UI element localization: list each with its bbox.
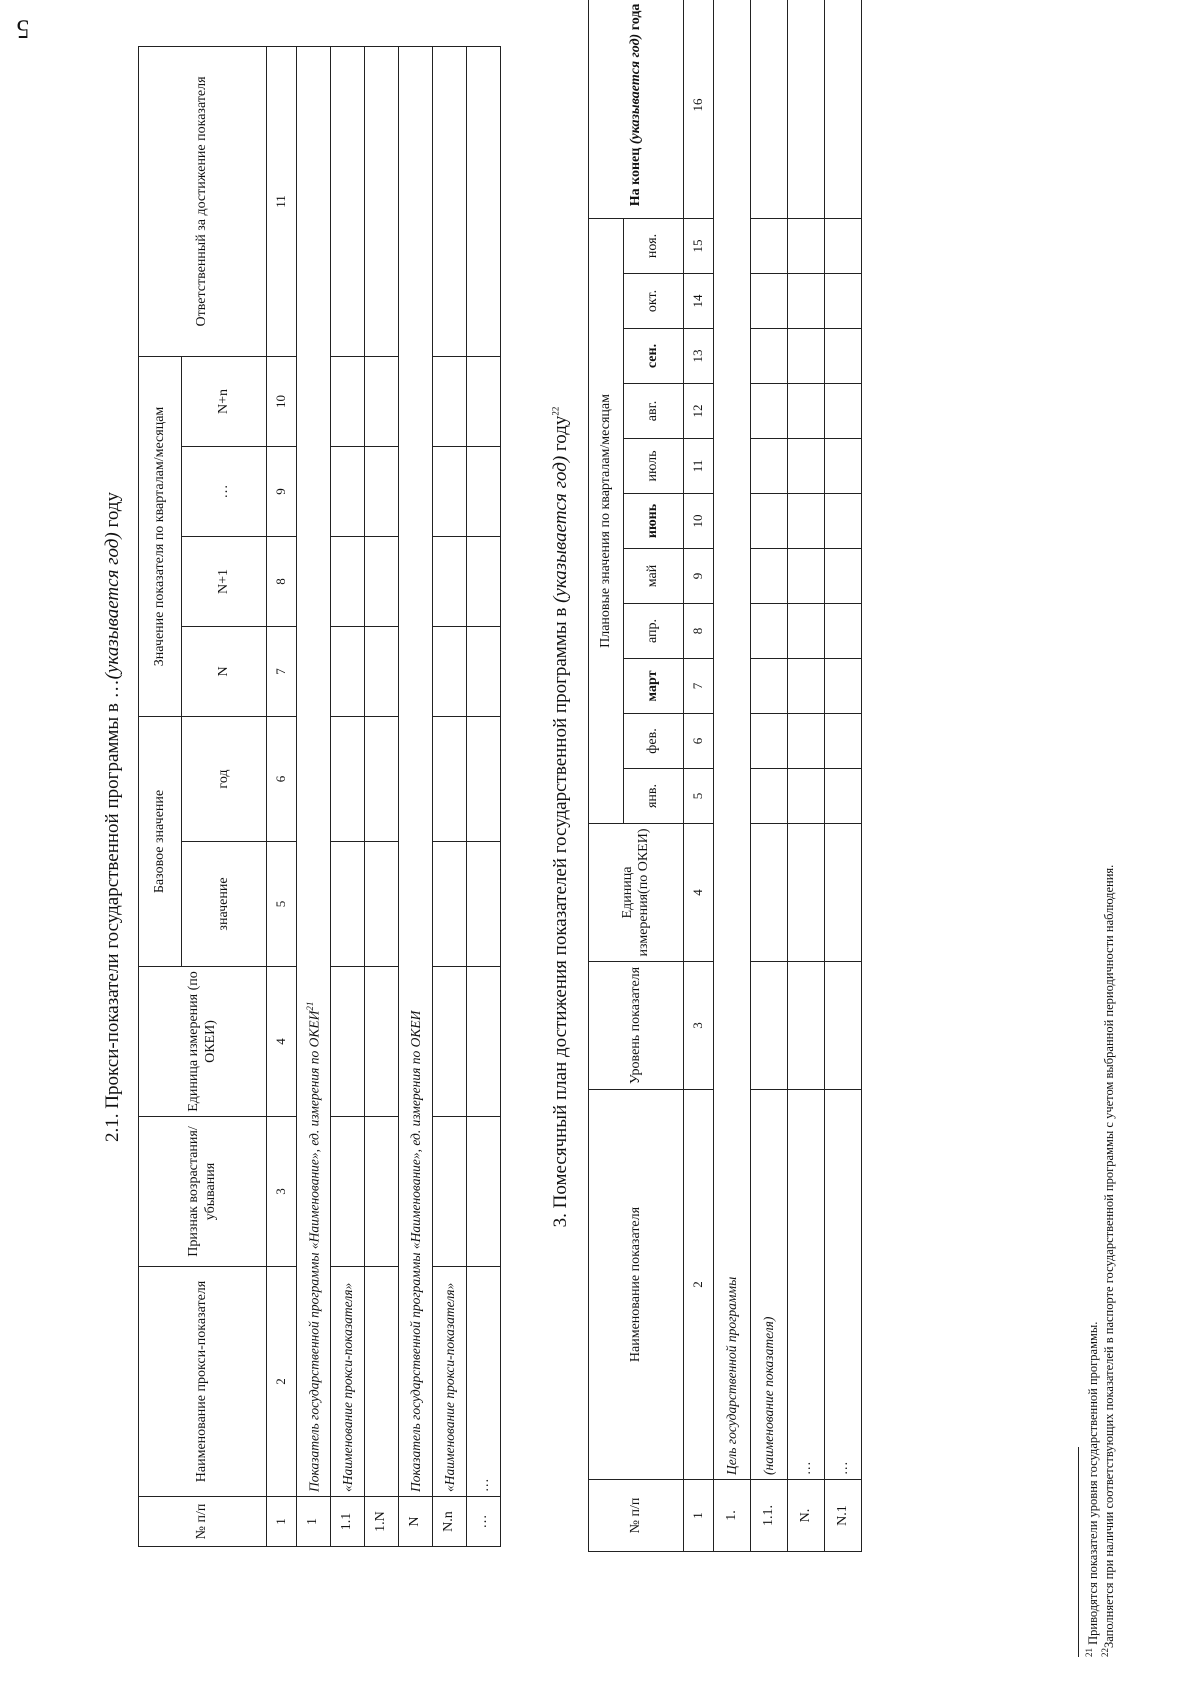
table-cell	[365, 626, 399, 716]
col-number: 4	[267, 967, 297, 1117]
col-number: 1	[684, 1480, 714, 1552]
table-cell	[433, 842, 467, 967]
table-row	[365, 46, 399, 1546]
col-header-responsible: Ответственный за достижение показателя	[139, 46, 267, 356]
col-header-q2: N+1	[182, 536, 267, 626]
col-header-name: Наименование прокси-показателя	[139, 1267, 267, 1497]
table-cell	[788, 0, 825, 218]
table-row	[788, 0, 825, 1552]
table-cell	[788, 274, 825, 329]
col-header-end-of-year	[589, 0, 684, 218]
table-cell	[331, 967, 365, 1117]
footnote-mark: 22	[1100, 1648, 1110, 1657]
col-number: 12	[684, 384, 714, 439]
table-cell	[365, 842, 399, 967]
col-number: 10	[684, 494, 714, 549]
table-cell	[365, 536, 399, 626]
col-header-sign: Признак возрастания/ убывания	[139, 1117, 267, 1267]
table-cell	[751, 769, 788, 824]
row-number: 1.	[714, 1480, 751, 1552]
col-header-q4: N+n	[182, 356, 267, 446]
table-cell	[433, 626, 467, 716]
footnote-ref: 22	[550, 406, 561, 416]
col-number: 2	[684, 1090, 714, 1480]
table-cell	[331, 356, 365, 446]
table-cell	[467, 967, 501, 1117]
footnote-21	[1084, 1322, 1101, 1657]
month-header: июнь	[624, 494, 684, 549]
section3-title-post: году	[550, 415, 571, 456]
col-header-base-year: год	[182, 716, 267, 841]
col-number: 3	[267, 1117, 297, 1267]
row-number: 1.1	[331, 1497, 365, 1547]
table-cell	[365, 1117, 399, 1267]
col-number: 7	[684, 659, 714, 714]
table-cell	[433, 46, 467, 356]
row-number: 1	[297, 1497, 331, 1547]
table-row	[825, 0, 862, 1552]
table-cell	[825, 218, 862, 273]
table-cell	[433, 967, 467, 1117]
col-header-q1: N	[182, 626, 267, 716]
table-cell	[751, 494, 788, 549]
col-number: 5	[267, 842, 297, 967]
table-cell	[825, 824, 862, 962]
table-cell	[825, 769, 862, 824]
row-number: N.1	[825, 1480, 862, 1552]
table-cell	[751, 329, 788, 384]
section21-title-italic: (указывается год)	[102, 532, 123, 680]
column-numbers-row	[684, 0, 714, 1552]
month-header: ноя.	[624, 218, 684, 273]
proxy-name-cell: «Наименование прокси-показателя»	[331, 1267, 365, 1497]
month-header: сен.	[624, 329, 684, 384]
section21-title-pre: 2.1. Прокси-показатели государственной программы в …	[102, 679, 123, 1142]
col-header-quarters: Значение показателя по кварталам/месяцам	[139, 356, 182, 716]
col-number: 11	[267, 46, 297, 356]
table-cell	[365, 446, 399, 536]
monthly-plan-table	[588, 0, 862, 1552]
column-numbers-row	[267, 46, 297, 1546]
col-number: 8	[684, 604, 714, 659]
table-cell	[751, 824, 788, 962]
table-cell	[433, 1117, 467, 1267]
table-cell	[751, 604, 788, 659]
end-post: года	[627, 3, 643, 34]
table-cell	[365, 356, 399, 446]
col-header-plan: Плановые значения по кварталам/месяцам	[589, 218, 624, 823]
col-number: 16	[684, 0, 714, 218]
section21-title-post: году	[102, 492, 123, 533]
table-cell	[788, 659, 825, 714]
table-cell	[467, 356, 501, 446]
table-cell	[788, 824, 825, 962]
table-cell	[433, 716, 467, 841]
col-number: 4	[684, 824, 714, 962]
table-cell	[467, 842, 501, 967]
proxy-name-cell: «Наименование прокси-показателя»	[433, 1267, 467, 1497]
table-row	[331, 46, 365, 1546]
table-cell	[467, 626, 501, 716]
col-number: 5	[684, 769, 714, 824]
table-cell	[365, 46, 399, 356]
row-number: N	[399, 1497, 433, 1547]
section3-title-pre: 3. Помесячный план достижения показателей государственной программы в	[550, 602, 571, 1228]
section21-title	[102, 117, 124, 1517]
table-cell	[365, 967, 399, 1117]
table-cell	[433, 536, 467, 626]
month-header: май	[624, 549, 684, 604]
table-cell	[825, 659, 862, 714]
table-cell	[331, 446, 365, 536]
table-cell	[751, 659, 788, 714]
footnote-text: Заполняется при наличии соответствующих показателей в паспорте государственной программы с учетом выбранной периодичности наблюдения.	[1102, 864, 1117, 1648]
proxy-name-cell: …	[467, 1267, 501, 1497]
table-row	[467, 46, 501, 1546]
table-cell	[751, 274, 788, 329]
col-number: 13	[684, 329, 714, 384]
table-cell	[788, 549, 825, 604]
indicator-name-cell: …	[788, 1090, 825, 1480]
indicator-name-cell: …	[825, 1090, 862, 1480]
col-header-unit: Единица измерения (по ОКЕИ)	[139, 967, 267, 1117]
col-header-unit: Единица измерения(по ОКЕИ)	[589, 824, 684, 962]
table-cell	[751, 439, 788, 494]
indicator-name-cell: (наименование показателя)	[751, 1090, 788, 1480]
indicator-span-row	[399, 46, 433, 1496]
month-header: март	[624, 659, 684, 714]
row-number: …	[467, 1497, 501, 1547]
table-cell	[331, 536, 365, 626]
goal-span-row: Цель государственной программы	[714, 0, 751, 1480]
col-number: 9	[267, 446, 297, 536]
month-header: янв.	[624, 769, 684, 824]
col-number: 14	[684, 274, 714, 329]
month-header: апр.	[624, 604, 684, 659]
table-cell	[788, 604, 825, 659]
col-number: 6	[684, 714, 714, 769]
footnote-ref: 21	[304, 1001, 315, 1011]
table-cell	[751, 549, 788, 604]
end-italic: (указывается год)	[627, 33, 643, 145]
table-cell	[825, 439, 862, 494]
table-row	[714, 0, 751, 1552]
col-number: 11	[684, 439, 714, 494]
indicator-span-text: Показатель государственной программы «Наименование», ед. измерения по ОКЕИ	[407, 1010, 423, 1492]
row-number: N.n	[433, 1497, 467, 1547]
table-cell	[788, 769, 825, 824]
indicator-span-row	[297, 46, 331, 1496]
table-cell	[751, 218, 788, 273]
col-header-num: № п/п	[139, 1497, 267, 1547]
table-cell	[331, 842, 365, 967]
proxy-name-cell	[365, 1267, 399, 1497]
table-cell	[433, 356, 467, 446]
col-header-q3: …	[182, 446, 267, 536]
col-number: 1	[267, 1497, 297, 1547]
col-number: 8	[267, 536, 297, 626]
table-cell	[331, 626, 365, 716]
month-header: июль	[624, 439, 684, 494]
section3-title-italic: (указывается год)	[550, 455, 571, 603]
col-number: 15	[684, 218, 714, 273]
table-cell	[751, 714, 788, 769]
table-row	[751, 0, 788, 1552]
row-number: N.	[788, 1480, 825, 1552]
col-header-name: Наименование показателя	[589, 1090, 684, 1480]
table-cell	[825, 714, 862, 769]
table-cell	[751, 962, 788, 1090]
col-header-num: № п/п	[589, 1480, 684, 1552]
proxy-indicators-table	[138, 46, 501, 1547]
table-cell	[825, 962, 862, 1090]
footnote-text: Приводятся показатели уровня государственной программы.	[1086, 1321, 1101, 1648]
table-cell	[825, 604, 862, 659]
table-row	[297, 46, 331, 1546]
table-cell	[331, 1117, 365, 1267]
table-cell	[751, 384, 788, 439]
table-cell	[825, 329, 862, 384]
table-cell	[825, 384, 862, 439]
table-cell	[365, 716, 399, 841]
month-header: фев.	[624, 714, 684, 769]
table-cell	[751, 0, 788, 218]
table-cell	[331, 46, 365, 356]
footnote-divider	[1078, 1447, 1079, 1657]
table-cell	[788, 439, 825, 494]
col-header-base: Базовое значение	[139, 716, 182, 966]
col-header-level: Уровень показателя	[589, 962, 684, 1090]
month-header: авг.	[624, 384, 684, 439]
col-header-base-value: значение	[182, 842, 267, 967]
table-cell	[433, 446, 467, 536]
table-row	[433, 46, 467, 1546]
col-number: 3	[684, 962, 714, 1090]
table-cell	[467, 446, 501, 536]
table-cell	[467, 716, 501, 841]
col-number: 10	[267, 356, 297, 446]
page-number: 5	[16, 14, 30, 44]
table-cell	[467, 46, 501, 356]
table-cell	[788, 494, 825, 549]
table-cell	[331, 716, 365, 841]
indicator-span-text: Показатель государственной программы «Наименование», ед. измерения по ОКЕИ	[306, 1010, 322, 1492]
table-cell	[467, 1117, 501, 1267]
table-cell	[788, 329, 825, 384]
row-number: 1.1.	[751, 1480, 788, 1552]
footnote-22	[1100, 865, 1117, 1657]
table-row	[399, 46, 433, 1546]
month-header: окт.	[624, 274, 684, 329]
end-pre: На конец	[627, 144, 643, 207]
col-number: 7	[267, 626, 297, 716]
col-number: 2	[267, 1267, 297, 1497]
section3-title	[550, 117, 572, 1517]
table-cell	[825, 549, 862, 604]
col-number: 9	[684, 549, 714, 604]
table-cell	[825, 0, 862, 218]
table-cell	[788, 384, 825, 439]
table-cell	[788, 714, 825, 769]
table-cell	[788, 218, 825, 273]
footnote-mark: 21	[1084, 1648, 1094, 1657]
table-cell	[825, 494, 862, 549]
col-number: 6	[267, 716, 297, 841]
table-cell	[788, 962, 825, 1090]
table-cell	[825, 274, 862, 329]
row-number: 1.N	[365, 1497, 399, 1547]
table-cell	[467, 536, 501, 626]
